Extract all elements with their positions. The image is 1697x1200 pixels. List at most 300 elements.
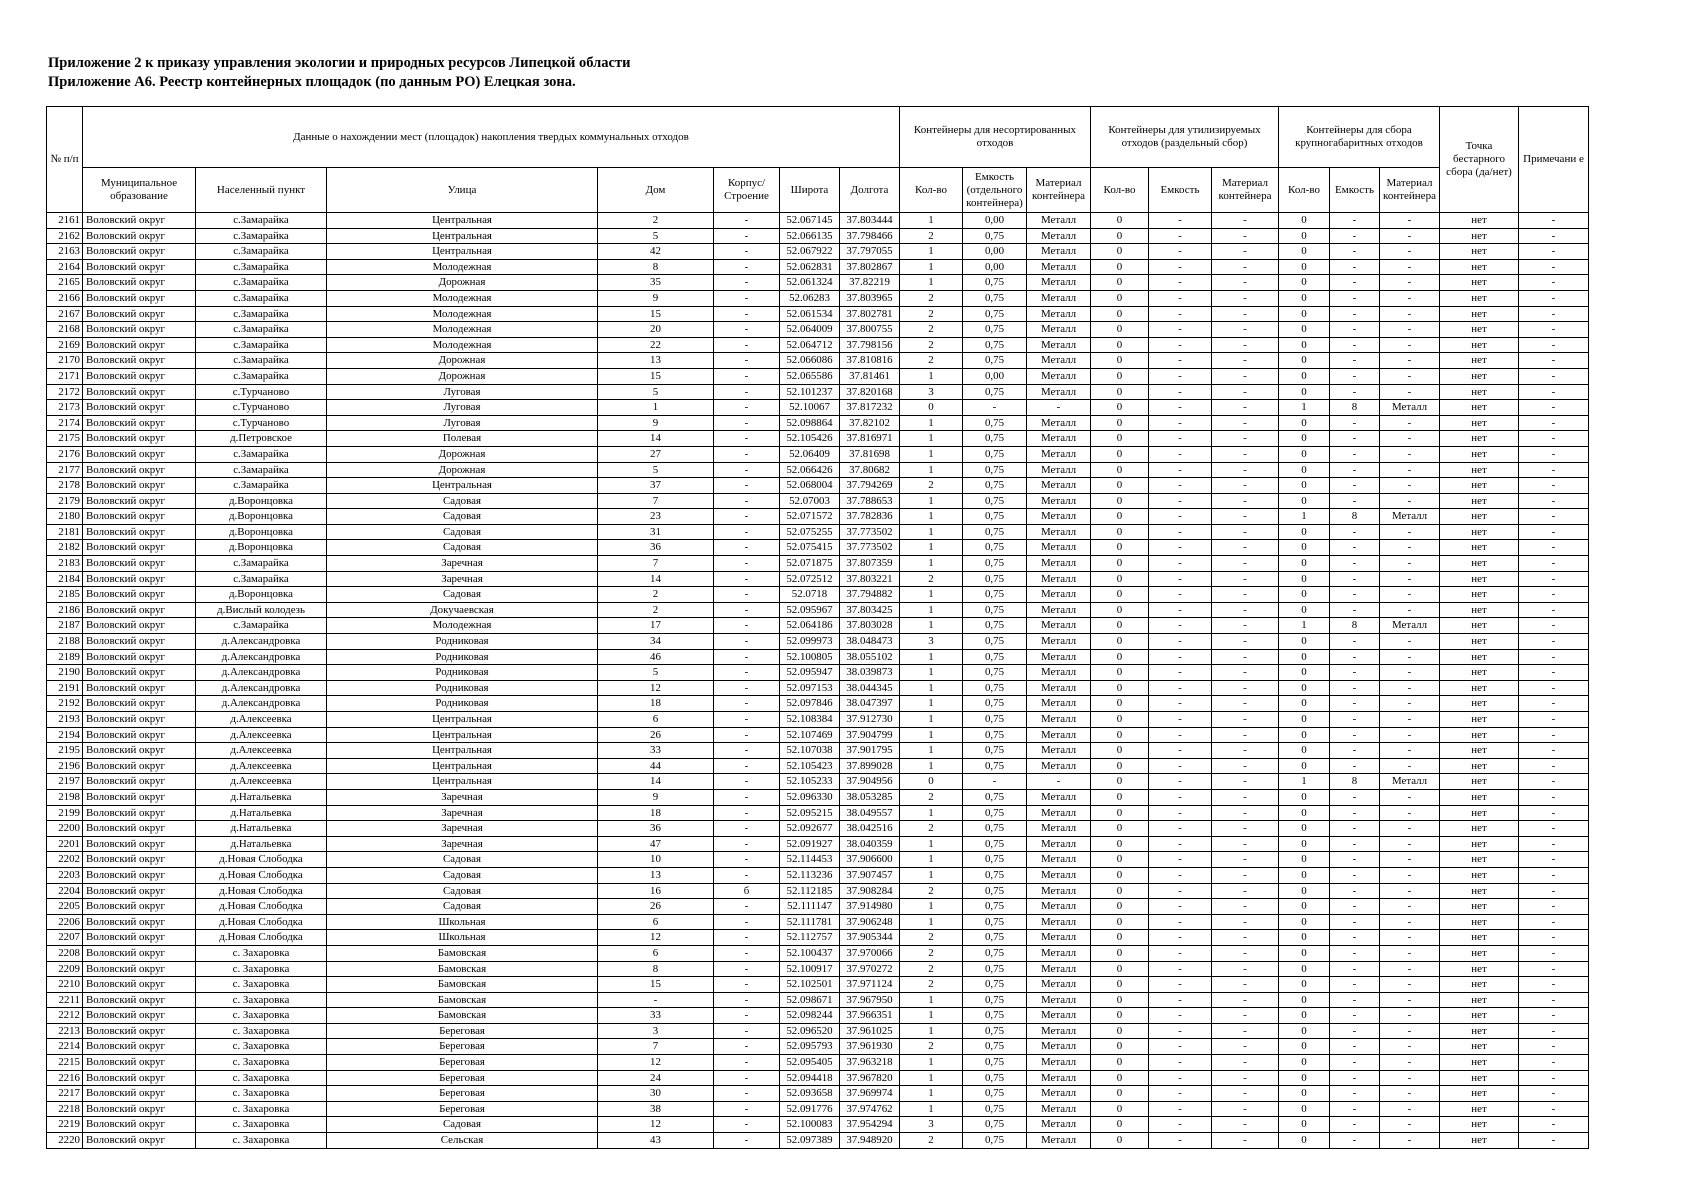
cell-containerless: нет bbox=[1440, 712, 1519, 728]
cell-bulky-material: - bbox=[1380, 883, 1440, 899]
cell-bulky-count: 0 bbox=[1279, 789, 1330, 805]
table-row bbox=[47, 992, 1589, 1008]
cell-street: Заречная bbox=[327, 821, 598, 837]
cell-longitude: 37.954294 bbox=[840, 1117, 900, 1133]
cell-latitude: 52.067922 bbox=[780, 244, 840, 260]
cell-recycle-material: - bbox=[1212, 462, 1279, 478]
cell-recycle-material: - bbox=[1212, 618, 1279, 634]
cell-bulky-material: - bbox=[1380, 478, 1440, 494]
cell-recycle-material: - bbox=[1212, 805, 1279, 821]
cell-street: Родниковая bbox=[327, 680, 598, 696]
cell-bulky-count: 0 bbox=[1279, 899, 1330, 915]
cell-street: Бамовская bbox=[327, 1008, 598, 1024]
table-row bbox=[47, 977, 1589, 993]
cell-recycle-capacity: - bbox=[1149, 1008, 1212, 1024]
cell-containerless: нет bbox=[1440, 509, 1519, 525]
cell-street: Садовая bbox=[327, 509, 598, 525]
cell-unsorted-count: 1 bbox=[900, 743, 963, 759]
cell-num: 2199 bbox=[47, 805, 83, 821]
table-row bbox=[47, 852, 1589, 868]
cell-recycle-count: 0 bbox=[1091, 930, 1149, 946]
cell-recycle-capacity: - bbox=[1149, 961, 1212, 977]
cell-notes: - bbox=[1519, 992, 1589, 1008]
cell-bulky-material: - bbox=[1380, 961, 1440, 977]
cell-bulky-capacity: - bbox=[1330, 930, 1380, 946]
cell-notes: - bbox=[1519, 228, 1589, 244]
cell-bulky-material: - bbox=[1380, 213, 1440, 229]
cell-bulky-capacity: - bbox=[1330, 914, 1380, 930]
cell-num: 2170 bbox=[47, 353, 83, 369]
cell-notes: - bbox=[1519, 1055, 1589, 1071]
cell-bulky-capacity: - bbox=[1330, 415, 1380, 431]
cell-building: - bbox=[714, 914, 780, 930]
cell-unsorted-capacity: 0,75 bbox=[963, 805, 1027, 821]
header-bulky-group: Контейнеры для сбора крупногабаритных отходов bbox=[1279, 107, 1440, 168]
cell-house: 26 bbox=[598, 899, 714, 915]
cell-unsorted-count: 1 bbox=[900, 1008, 963, 1024]
cell-notes: - bbox=[1519, 649, 1589, 665]
cell-municipality: Воловский округ bbox=[83, 1117, 196, 1133]
cell-house: 9 bbox=[598, 415, 714, 431]
table-row bbox=[47, 727, 1589, 743]
cell-unsorted-count: 2 bbox=[900, 930, 963, 946]
cell-municipality: Воловский округ bbox=[83, 914, 196, 930]
cell-house: 8 bbox=[598, 259, 714, 275]
cell-notes: - bbox=[1519, 368, 1589, 384]
cell-unsorted-capacity: - bbox=[963, 400, 1027, 416]
cell-settlement: д.Александровка bbox=[196, 665, 327, 681]
cell-bulky-capacity: - bbox=[1330, 1070, 1380, 1086]
cell-unsorted-capacity: 0,75 bbox=[963, 665, 1027, 681]
cell-unsorted-material: Металл bbox=[1027, 1117, 1091, 1133]
cell-settlement: с. Захаровка bbox=[196, 1117, 327, 1133]
cell-building: - bbox=[714, 509, 780, 525]
cell-longitude: 37.970272 bbox=[840, 961, 900, 977]
document-titles bbox=[48, 54, 630, 92]
cell-unsorted-material: Металл bbox=[1027, 524, 1091, 540]
cell-num: 2171 bbox=[47, 368, 83, 384]
cell-house: 5 bbox=[598, 228, 714, 244]
cell-longitude: 37.798156 bbox=[840, 337, 900, 353]
cell-settlement: д.Алексеевка bbox=[196, 727, 327, 743]
cell-bulky-capacity: - bbox=[1330, 322, 1380, 338]
cell-building: - bbox=[714, 244, 780, 260]
cell-street: Родниковая bbox=[327, 665, 598, 681]
cell-notes: - bbox=[1519, 556, 1589, 572]
cell-notes: - bbox=[1519, 353, 1589, 369]
cell-bulky-capacity: - bbox=[1330, 306, 1380, 322]
cell-building: - bbox=[714, 1023, 780, 1039]
cell-recycle-capacity: - bbox=[1149, 493, 1212, 509]
header-unsorted-material: Материал контейнера bbox=[1027, 168, 1091, 213]
cell-recycle-count: 0 bbox=[1091, 977, 1149, 993]
cell-building: - bbox=[714, 789, 780, 805]
cell-bulky-material: - bbox=[1380, 712, 1440, 728]
table-row bbox=[47, 571, 1589, 587]
cell-containerless: нет bbox=[1440, 431, 1519, 447]
cell-unsorted-count: 1 bbox=[900, 680, 963, 696]
cell-municipality: Воловский округ bbox=[83, 462, 196, 478]
cell-bulky-capacity: - bbox=[1330, 290, 1380, 306]
cell-bulky-material: - bbox=[1380, 228, 1440, 244]
cell-bulky-count: 0 bbox=[1279, 634, 1330, 650]
cell-recycle-count: 0 bbox=[1091, 712, 1149, 728]
cell-latitude: 52.092677 bbox=[780, 821, 840, 837]
cell-bulky-capacity: - bbox=[1330, 945, 1380, 961]
cell-bulky-capacity: - bbox=[1330, 478, 1380, 494]
cell-recycle-count: 0 bbox=[1091, 540, 1149, 556]
cell-street: Полевая bbox=[327, 431, 598, 447]
cell-recycle-count: 0 bbox=[1091, 899, 1149, 915]
cell-recycle-capacity: - bbox=[1149, 306, 1212, 322]
cell-unsorted-capacity: 0,75 bbox=[963, 914, 1027, 930]
cell-building: - bbox=[714, 774, 780, 790]
cell-notes: - bbox=[1519, 446, 1589, 462]
cell-municipality: Воловский округ bbox=[83, 213, 196, 229]
cell-recycle-material: - bbox=[1212, 680, 1279, 696]
cell-unsorted-count: 2 bbox=[900, 478, 963, 494]
cell-bulky-material: - bbox=[1380, 462, 1440, 478]
cell-settlement: с.Замарайка bbox=[196, 337, 327, 353]
cell-house: 12 bbox=[598, 680, 714, 696]
cell-building: - bbox=[714, 821, 780, 837]
cell-building: - bbox=[714, 478, 780, 494]
cell-num: 2219 bbox=[47, 1117, 83, 1133]
cell-recycle-capacity: - bbox=[1149, 556, 1212, 572]
cell-bulky-capacity: - bbox=[1330, 649, 1380, 665]
cell-num: 2180 bbox=[47, 509, 83, 525]
cell-building: - bbox=[714, 368, 780, 384]
cell-unsorted-count: 0 bbox=[900, 400, 963, 416]
cell-recycle-count: 0 bbox=[1091, 509, 1149, 525]
cell-containerless: нет bbox=[1440, 306, 1519, 322]
cell-recycle-capacity: - bbox=[1149, 213, 1212, 229]
cell-recycle-count: 0 bbox=[1091, 1133, 1149, 1149]
cell-latitude: 52.100083 bbox=[780, 1117, 840, 1133]
cell-num: 2194 bbox=[47, 727, 83, 743]
cell-bulky-capacity: - bbox=[1330, 758, 1380, 774]
cell-recycle-count: 0 bbox=[1091, 867, 1149, 883]
cell-recycle-capacity: - bbox=[1149, 1070, 1212, 1086]
cell-recycle-capacity: - bbox=[1149, 275, 1212, 291]
cell-recycle-count: 0 bbox=[1091, 602, 1149, 618]
table-row bbox=[47, 961, 1589, 977]
cell-unsorted-material: Металл bbox=[1027, 992, 1091, 1008]
cell-num: 2182 bbox=[47, 540, 83, 556]
cell-unsorted-capacity: 0,75 bbox=[963, 696, 1027, 712]
cell-bulky-count: 0 bbox=[1279, 571, 1330, 587]
cell-unsorted-capacity: 0,75 bbox=[963, 415, 1027, 431]
table-row bbox=[47, 883, 1589, 899]
cell-recycle-capacity: - bbox=[1149, 805, 1212, 821]
cell-settlement: с. Захаровка bbox=[196, 1055, 327, 1071]
cell-unsorted-material: Металл bbox=[1027, 836, 1091, 852]
cell-latitude: 52.095215 bbox=[780, 805, 840, 821]
cell-bulky-material: - bbox=[1380, 649, 1440, 665]
cell-municipality: Воловский округ bbox=[83, 524, 196, 540]
cell-unsorted-capacity: 0,75 bbox=[963, 1086, 1027, 1102]
cell-latitude: 52.075255 bbox=[780, 524, 840, 540]
cell-house: - bbox=[598, 992, 714, 1008]
cell-house: 31 bbox=[598, 524, 714, 540]
cell-bulky-count: 0 bbox=[1279, 914, 1330, 930]
cell-building: - bbox=[714, 228, 780, 244]
cell-bulky-material: - bbox=[1380, 322, 1440, 338]
table-row bbox=[47, 368, 1589, 384]
cell-unsorted-material: Металл bbox=[1027, 259, 1091, 275]
cell-recycle-material: - bbox=[1212, 899, 1279, 915]
cell-notes: - bbox=[1519, 275, 1589, 291]
cell-recycle-capacity: - bbox=[1149, 665, 1212, 681]
cell-street: Береговая bbox=[327, 1086, 598, 1102]
cell-notes: - bbox=[1519, 478, 1589, 494]
cell-municipality: Воловский округ bbox=[83, 712, 196, 728]
cell-building: б bbox=[714, 883, 780, 899]
cell-municipality: Воловский округ bbox=[83, 618, 196, 634]
cell-containerless: нет bbox=[1440, 665, 1519, 681]
cell-notes: - bbox=[1519, 540, 1589, 556]
cell-recycle-count: 0 bbox=[1091, 774, 1149, 790]
cell-unsorted-capacity: 0,75 bbox=[963, 1055, 1027, 1071]
cell-unsorted-material: Металл bbox=[1027, 415, 1091, 431]
cell-notes: - bbox=[1519, 774, 1589, 790]
cell-bulky-count: 0 bbox=[1279, 431, 1330, 447]
cell-bulky-material: - bbox=[1380, 945, 1440, 961]
cell-house: 38 bbox=[598, 1101, 714, 1117]
cell-notes: - bbox=[1519, 977, 1589, 993]
cell-longitude: 37.906248 bbox=[840, 914, 900, 930]
cell-recycle-count: 0 bbox=[1091, 228, 1149, 244]
cell-unsorted-count: 2 bbox=[900, 1133, 963, 1149]
cell-latitude: 52.091927 bbox=[780, 836, 840, 852]
cell-building: - bbox=[714, 1070, 780, 1086]
cell-street: Луговая bbox=[327, 415, 598, 431]
cell-bulky-material: - bbox=[1380, 1101, 1440, 1117]
cell-recycle-material: - bbox=[1212, 1117, 1279, 1133]
cell-settlement: с. Захаровка bbox=[196, 945, 327, 961]
cell-bulky-count: 0 bbox=[1279, 649, 1330, 665]
cell-bulky-count: 0 bbox=[1279, 337, 1330, 353]
header-longitude: Долгота bbox=[840, 168, 900, 213]
cell-latitude: 52.105233 bbox=[780, 774, 840, 790]
cell-street: Заречная bbox=[327, 836, 598, 852]
cell-notes: - bbox=[1519, 306, 1589, 322]
table-row bbox=[47, 228, 1589, 244]
table-row bbox=[47, 462, 1589, 478]
cell-bulky-count: 0 bbox=[1279, 712, 1330, 728]
table-row bbox=[47, 556, 1589, 572]
cell-street: Садовая bbox=[327, 524, 598, 540]
table-row bbox=[47, 712, 1589, 728]
table-row bbox=[47, 618, 1589, 634]
cell-settlement: с.Замарайка bbox=[196, 353, 327, 369]
cell-bulky-material: Металл bbox=[1380, 400, 1440, 416]
cell-longitude: 38.039873 bbox=[840, 665, 900, 681]
table-row bbox=[47, 1055, 1589, 1071]
cell-recycle-material: - bbox=[1212, 992, 1279, 1008]
cell-unsorted-capacity: 0,75 bbox=[963, 290, 1027, 306]
cell-unsorted-capacity: 0,75 bbox=[963, 680, 1027, 696]
cell-notes: - bbox=[1519, 400, 1589, 416]
cell-recycle-capacity: - bbox=[1149, 727, 1212, 743]
cell-recycle-material: - bbox=[1212, 337, 1279, 353]
cell-latitude: 52.064186 bbox=[780, 618, 840, 634]
cell-bulky-material: - bbox=[1380, 821, 1440, 837]
cell-bulky-count: 0 bbox=[1279, 353, 1330, 369]
cell-num: 2217 bbox=[47, 1086, 83, 1102]
cell-longitude: 37.788653 bbox=[840, 493, 900, 509]
cell-settlement: д.Натальевка bbox=[196, 836, 327, 852]
cell-recycle-material: - bbox=[1212, 945, 1279, 961]
cell-latitude: 52.093658 bbox=[780, 1086, 840, 1102]
cell-unsorted-count: 3 bbox=[900, 384, 963, 400]
cell-latitude: 52.097846 bbox=[780, 696, 840, 712]
cell-unsorted-capacity: 0,75 bbox=[963, 712, 1027, 728]
cell-street: Дорожная bbox=[327, 275, 598, 291]
cell-unsorted-material: Металл bbox=[1027, 244, 1091, 260]
cell-municipality: Воловский округ bbox=[83, 805, 196, 821]
cell-settlement: д.Вислый колодезь bbox=[196, 602, 327, 618]
header-containerless: Точка бестарного сбора (да/нет) bbox=[1440, 107, 1519, 213]
cell-unsorted-material: Металл bbox=[1027, 961, 1091, 977]
cell-notes: - bbox=[1519, 415, 1589, 431]
cell-unsorted-material: Металл bbox=[1027, 1023, 1091, 1039]
cell-house: 12 bbox=[598, 1117, 714, 1133]
cell-settlement: с. Захаровка bbox=[196, 961, 327, 977]
cell-recycle-capacity: - bbox=[1149, 509, 1212, 525]
cell-municipality: Воловский округ bbox=[83, 400, 196, 416]
cell-settlement: с.Замарайка bbox=[196, 213, 327, 229]
cell-recycle-capacity: - bbox=[1149, 899, 1212, 915]
cell-unsorted-count: 2 bbox=[900, 883, 963, 899]
cell-street: Докучаевская bbox=[327, 602, 598, 618]
cell-recycle-count: 0 bbox=[1091, 244, 1149, 260]
cell-longitude: 37.820168 bbox=[840, 384, 900, 400]
cell-latitude: 52.114453 bbox=[780, 852, 840, 868]
cell-num: 2191 bbox=[47, 680, 83, 696]
table-row bbox=[47, 945, 1589, 961]
cell-unsorted-count: 1 bbox=[900, 1023, 963, 1039]
cell-house: 36 bbox=[598, 540, 714, 556]
table-row bbox=[47, 509, 1589, 525]
cell-unsorted-count: 1 bbox=[900, 602, 963, 618]
cell-bulky-capacity: - bbox=[1330, 899, 1380, 915]
cell-notes: - bbox=[1519, 1023, 1589, 1039]
cell-recycle-capacity: - bbox=[1149, 524, 1212, 540]
cell-notes: - bbox=[1519, 961, 1589, 977]
cell-bulky-count: 0 bbox=[1279, 384, 1330, 400]
cell-unsorted-count: 1 bbox=[900, 556, 963, 572]
cell-unsorted-material: Металл bbox=[1027, 602, 1091, 618]
cell-latitude: 52.098671 bbox=[780, 992, 840, 1008]
cell-street: Береговая bbox=[327, 1101, 598, 1117]
cell-recycle-material: - bbox=[1212, 930, 1279, 946]
cell-municipality: Воловский округ bbox=[83, 1070, 196, 1086]
cell-bulky-capacity: - bbox=[1330, 337, 1380, 353]
cell-notes: - bbox=[1519, 680, 1589, 696]
table-row bbox=[47, 431, 1589, 447]
cell-notes: - bbox=[1519, 914, 1589, 930]
cell-num: 2203 bbox=[47, 867, 83, 883]
header-unsorted-group: Контейнеры для несортированных отходов bbox=[900, 107, 1091, 168]
cell-bulky-material: - bbox=[1380, 446, 1440, 462]
table-row bbox=[47, 774, 1589, 790]
cell-unsorted-count: 1 bbox=[900, 1055, 963, 1071]
cell-bulky-count: 0 bbox=[1279, 446, 1330, 462]
table-row bbox=[47, 680, 1589, 696]
cell-bulky-count: 0 bbox=[1279, 244, 1330, 260]
cell-num: 2204 bbox=[47, 883, 83, 899]
cell-unsorted-capacity: 0,75 bbox=[963, 384, 1027, 400]
cell-bulky-capacity: - bbox=[1330, 259, 1380, 275]
cell-street: Родниковая bbox=[327, 634, 598, 650]
cell-recycle-capacity: - bbox=[1149, 836, 1212, 852]
cell-recycle-capacity: - bbox=[1149, 618, 1212, 634]
cell-unsorted-capacity: 0,75 bbox=[963, 727, 1027, 743]
cell-latitude: 52.075415 bbox=[780, 540, 840, 556]
cell-municipality: Воловский округ bbox=[83, 665, 196, 681]
cell-street: Молодежная bbox=[327, 259, 598, 275]
cell-bulky-count: 0 bbox=[1279, 930, 1330, 946]
cell-street: Садовая bbox=[327, 587, 598, 603]
cell-latitude: 52.112757 bbox=[780, 930, 840, 946]
cell-building: - bbox=[714, 259, 780, 275]
cell-longitude: 37.961025 bbox=[840, 1023, 900, 1039]
cell-street: Центральная bbox=[327, 727, 598, 743]
cell-containerless: нет bbox=[1440, 634, 1519, 650]
cell-latitude: 52.065586 bbox=[780, 368, 840, 384]
table-row bbox=[47, 400, 1589, 416]
cell-recycle-material: - bbox=[1212, 1133, 1279, 1149]
cell-notes: - bbox=[1519, 1008, 1589, 1024]
cell-latitude: 52.100805 bbox=[780, 649, 840, 665]
cell-latitude: 52.107038 bbox=[780, 743, 840, 759]
cell-containerless: нет bbox=[1440, 1023, 1519, 1039]
cell-recycle-capacity: - bbox=[1149, 384, 1212, 400]
cell-longitude: 37.82102 bbox=[840, 415, 900, 431]
cell-street: Дорожная bbox=[327, 446, 598, 462]
cell-unsorted-count: 2 bbox=[900, 322, 963, 338]
cell-unsorted-material: Металл bbox=[1027, 1008, 1091, 1024]
cell-unsorted-material: Металл bbox=[1027, 696, 1091, 712]
cell-street: Молодежная bbox=[327, 618, 598, 634]
cell-num: 2214 bbox=[47, 1039, 83, 1055]
cell-latitude: 52.06409 bbox=[780, 446, 840, 462]
cell-recycle-count: 0 bbox=[1091, 400, 1149, 416]
cell-recycle-count: 0 bbox=[1091, 758, 1149, 774]
cell-bulky-material: - bbox=[1380, 290, 1440, 306]
cell-settlement: д.Воронцовка bbox=[196, 540, 327, 556]
cell-notes: - bbox=[1519, 899, 1589, 915]
cell-containerless: нет bbox=[1440, 556, 1519, 572]
cell-longitude: 37.971124 bbox=[840, 977, 900, 993]
cell-settlement: д.Воронцовка bbox=[196, 493, 327, 509]
cell-num: 2188 bbox=[47, 634, 83, 650]
cell-recycle-capacity: - bbox=[1149, 992, 1212, 1008]
cell-longitude: 38.040359 bbox=[840, 836, 900, 852]
cell-unsorted-count: 1 bbox=[900, 462, 963, 478]
cell-settlement: с.Замарайка bbox=[196, 446, 327, 462]
cell-municipality: Воловский округ bbox=[83, 259, 196, 275]
cell-latitude: 52.111147 bbox=[780, 899, 840, 915]
cell-house: 6 bbox=[598, 945, 714, 961]
cell-num: 2216 bbox=[47, 1070, 83, 1086]
cell-containerless: нет bbox=[1440, 602, 1519, 618]
cell-longitude: 38.049557 bbox=[840, 805, 900, 821]
cell-notes: - bbox=[1519, 743, 1589, 759]
cell-unsorted-material: Металл bbox=[1027, 446, 1091, 462]
table-row bbox=[47, 1133, 1589, 1149]
